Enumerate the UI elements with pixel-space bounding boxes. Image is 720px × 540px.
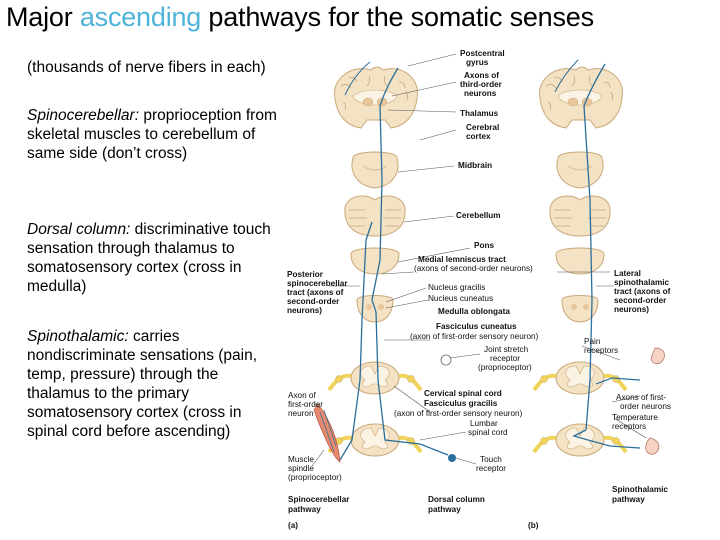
slide-title: Major ascending pathways for the somatic senses [6,2,594,32]
label-postcentral-gyrus: Postcentral gyrus [460,49,505,67]
label-pons: Pons [474,241,495,250]
lumbar-cord-left [329,424,421,456]
label-axons-first-order-right: Axons of first-order neurons [616,393,671,411]
label-spinothalamic-pathway: Spinothalamic pathway [612,485,668,504]
spinothalamic-description: Spinothalamic: carries nondiscriminate sensations (pain, temp, pressure) through the thalamus to the primary somatosensory cortex (cross in spinal cord before ascending) [27,328,258,440]
ascending-pathways-figure [280,40,720,540]
label-cerebellum: Cerebellum [456,211,501,220]
pons-right [556,248,604,274]
label-spinocerebellar-pathway: Spinocerebellar pathway [288,495,350,514]
label-nucleus-gracilis: Nucleus gracilis [428,283,486,292]
midbrain-left [352,152,398,188]
label-temperature-receptors: Temperature receptors [612,413,658,431]
spinocerebellar-description: Spinocerebellar: proprioception from skeletal muscles to cerebellum of same side (don’t cross) [27,107,277,162]
label-medial-lemniscus-sub: (axons of second-order neurons) [414,264,533,273]
label-midbrain: Midbrain [458,161,493,170]
temperature-receptor-shape [646,438,659,454]
label-touch-receptor: Touch receptor [476,455,507,473]
label-joint-stretch-receptor: Joint stretch receptor (proprioceptor) [478,345,532,372]
brain-right [540,67,623,128]
label-posterior-spinocerebellar: Posterior spinocerebellar tract (axons of second-order neurons) [287,270,348,315]
title-accent-word: ascending [79,2,202,32]
touch-receptor-shape [448,454,456,462]
label-medulla-oblongata: Medulla oblongata [438,307,510,316]
label-axon-first-order: Axon of first-order neuron [288,391,324,418]
subtitle: (thousands of nerve fibers in each) [27,59,266,76]
label-lateral-spinothalamic: Lateral spinothalamic tract (axons of second-order neurons) [614,269,671,314]
cerebellum-right [550,196,610,236]
label-panel-b: (b) [528,521,539,530]
label-cervical-spinal-cord: Cervical spinal cord [424,389,502,398]
label-axons-third-order: Axons of third-order neurons [460,71,502,98]
label-medial-lemniscus: Medial lemniscus tract [418,255,506,264]
brain-left [335,67,418,128]
label-cerebral-cortex: Cerebral cortex [466,123,500,141]
label-nucleus-cuneatus: Nucleus cuneatus [428,294,494,303]
dorsal-column-description: Dorsal column: discriminative touch sensation through thalamus to somatosensory cortex (cross in medulla) [27,221,271,295]
label-thalamus: Thalamus [460,109,499,118]
cervical-cord-left [329,362,421,394]
label-fasciculus-gracilis-sub: (axon of first-order sensory neuron) [394,409,523,418]
label-lumbar-spinal-cord: Lumbar spinal cord [468,419,508,437]
label-fasciculus-cuneatus: Fasciculus cuneatus [436,322,517,331]
midbrain-right [557,152,603,188]
label-pain-receptors: Pain receptors [584,337,619,355]
joint-receptor-shape [441,355,451,365]
label-fasciculus-cuneatus-sub: (axon of first-order sensory neuron) [410,332,539,341]
label-dorsal-column-pathway: Dorsal column pathway [428,495,485,514]
pain-receptor-shape [651,348,665,364]
label-panel-a: (a) [288,521,299,530]
pons-left [351,248,399,274]
label-muscle-spindle: Muscle spindle (proprioceptor) [288,455,342,482]
cerebellum-left [345,196,405,236]
label-fasciculus-gracilis: Fasciculus gracilis [424,399,498,408]
